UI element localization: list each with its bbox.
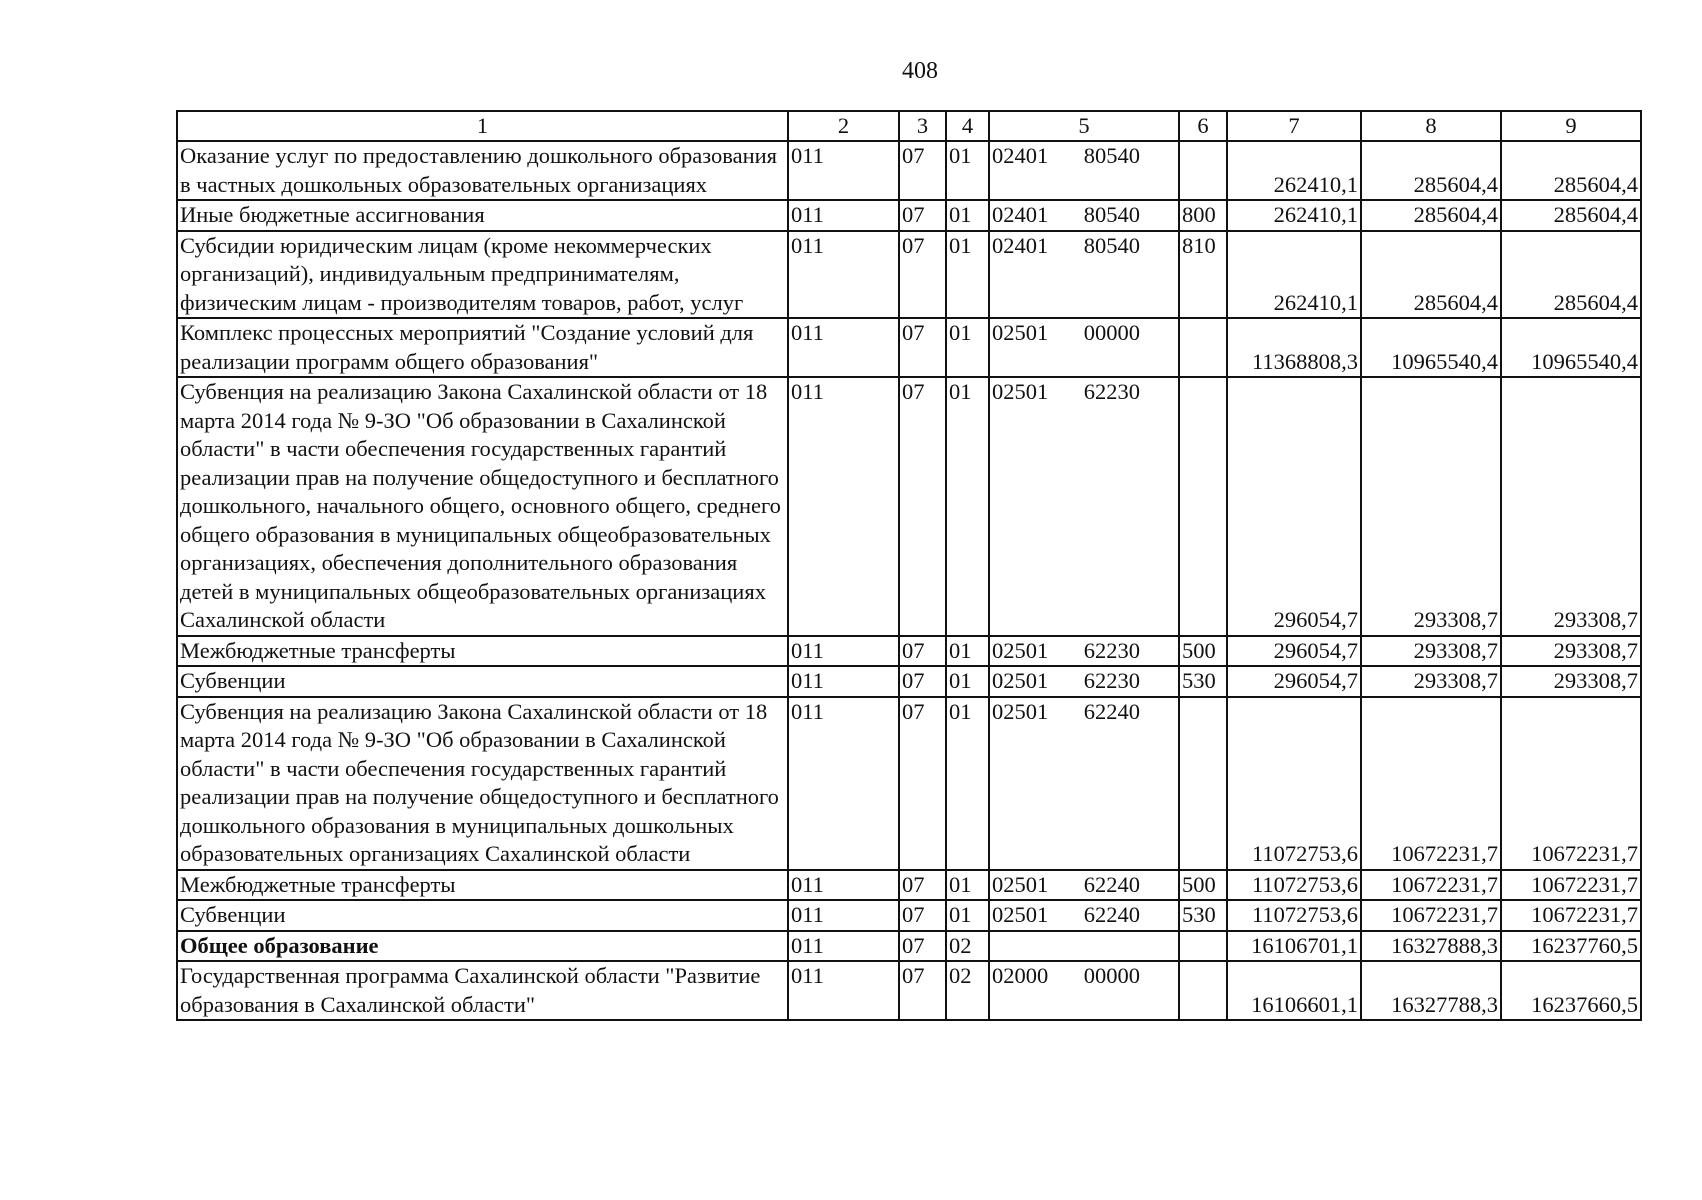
target-article-direction: 62240 bbox=[1083, 698, 1140, 724]
target-article-program: 02000 bbox=[992, 963, 1049, 988]
code-admin: 011 bbox=[788, 900, 899, 931]
code-section: 07 bbox=[899, 141, 946, 200]
amount-year-3: 10965540,4 bbox=[1501, 318, 1641, 377]
target-article-direction: 80540 bbox=[1083, 232, 1140, 258]
amount-year-3: 16237660,5 bbox=[1501, 961, 1641, 1020]
code-section: 07 bbox=[899, 961, 946, 1020]
target-article-program: 02401 bbox=[992, 232, 1049, 258]
amount-year-2: 16327788,3 bbox=[1361, 961, 1501, 1020]
code-expense-type: 530 bbox=[1179, 666, 1227, 697]
target-article-program: 02501 bbox=[992, 902, 1049, 927]
code-subsection: 01 bbox=[946, 900, 989, 931]
amount-year-2: 285604,4 bbox=[1361, 200, 1501, 231]
amount-year-3: 293308,7 bbox=[1501, 377, 1641, 636]
amount-year-1: 296054,7 bbox=[1227, 666, 1361, 697]
table-row bbox=[177, 200, 1641, 231]
code-section: 07 bbox=[899, 200, 946, 231]
code-target-article bbox=[989, 666, 1179, 697]
code-target-article bbox=[989, 697, 1179, 870]
amount-year-1: 11368808,3 bbox=[1227, 318, 1361, 377]
code-target-article bbox=[989, 636, 1179, 667]
amount-year-2: 285604,4 bbox=[1361, 141, 1501, 200]
code-admin: 011 bbox=[788, 666, 899, 697]
code-expense-type: 800 bbox=[1179, 200, 1227, 231]
target-article-program: 02401 bbox=[992, 143, 1049, 168]
code-target-article bbox=[989, 931, 1179, 962]
row-name: Межбюджетные трансферты bbox=[177, 870, 788, 901]
code-subsection: 01 bbox=[946, 666, 989, 697]
code-admin: 011 bbox=[788, 697, 899, 870]
code-expense-type bbox=[1179, 931, 1227, 962]
code-section: 07 bbox=[899, 931, 946, 962]
code-section: 07 bbox=[899, 377, 946, 636]
table-row bbox=[177, 900, 1641, 931]
table-row bbox=[177, 141, 1641, 200]
code-subsection: 01 bbox=[946, 318, 989, 377]
code-section: 07 bbox=[899, 900, 946, 931]
row-name: Субвенция на реализацию Закона Сахалинской области от 18 марта 2014 года № 9-ЗО "Об образовании в Сахалинской области" в части обеспечения государственных гарантий реализации прав на получение общедоступного и бесплатного дошкольного, начального общего, основного общего, среднего общего образования в муниципальных общеобразовательных организациях, обеспечения дополнительного образования детей в муниципальных общеобразовательных организациях Сахалинской области bbox=[177, 377, 788, 636]
amount-year-2: 285604,4 bbox=[1361, 231, 1501, 319]
amount-year-2: 10672231,7 bbox=[1361, 870, 1501, 901]
target-article-program: 02501 bbox=[992, 668, 1049, 693]
code-admin: 011 bbox=[788, 931, 899, 962]
target-article-program: 02501 bbox=[992, 698, 1049, 724]
amount-year-3: 16237760,5 bbox=[1501, 931, 1641, 962]
code-expense-type: 810 bbox=[1179, 231, 1227, 319]
amount-year-2: 293308,7 bbox=[1361, 666, 1501, 697]
code-subsection: 01 bbox=[946, 636, 989, 667]
column-header: 4 bbox=[946, 111, 989, 141]
code-section: 07 bbox=[899, 636, 946, 667]
code-section: 07 bbox=[899, 666, 946, 697]
column-header: 6 bbox=[1179, 111, 1227, 141]
amount-year-2: 293308,7 bbox=[1361, 377, 1501, 636]
row-name: Межбюджетные трансферты bbox=[177, 636, 788, 667]
column-header: 1 bbox=[177, 111, 788, 141]
target-article-direction: 62230 bbox=[1083, 668, 1140, 693]
target-article-program: 02501 bbox=[992, 637, 1049, 663]
code-expense-type bbox=[1179, 377, 1227, 636]
target-article-direction: 80540 bbox=[1083, 202, 1140, 227]
amount-year-2: 10965540,4 bbox=[1361, 318, 1501, 377]
column-header: 3 bbox=[899, 111, 946, 141]
target-article-direction: 80540 bbox=[1083, 143, 1140, 168]
code-section: 07 bbox=[899, 318, 946, 377]
amount-year-3: 285604,4 bbox=[1501, 200, 1641, 231]
code-subsection: 01 bbox=[946, 697, 989, 870]
code-target-article bbox=[989, 900, 1179, 931]
amount-year-1: 262410,1 bbox=[1227, 141, 1361, 200]
target-article-program: 02501 bbox=[992, 320, 1049, 345]
row-name: Субвенции bbox=[177, 900, 788, 931]
code-subsection: 01 bbox=[946, 870, 989, 901]
amount-year-3: 10672231,7 bbox=[1501, 870, 1641, 901]
code-expense-type bbox=[1179, 961, 1227, 1020]
target-article-program: 02501 bbox=[992, 379, 1049, 404]
amount-year-3: 10672231,7 bbox=[1501, 697, 1641, 870]
column-header: 5 bbox=[989, 111, 1179, 141]
amount-year-3: 293308,7 bbox=[1501, 636, 1641, 667]
column-header: 9 bbox=[1501, 111, 1641, 141]
table-row bbox=[177, 318, 1641, 377]
row-name: Государственная программа Сахалинской области "Развитие образования в Сахалинской области" bbox=[177, 961, 788, 1020]
code-expense-type: 500 bbox=[1179, 636, 1227, 667]
table-row bbox=[177, 697, 1641, 870]
target-article-direction: 62240 bbox=[1083, 902, 1140, 927]
amount-year-1: 16106701,1 bbox=[1227, 931, 1361, 962]
amount-year-1: 262410,1 bbox=[1227, 200, 1361, 231]
code-target-article bbox=[989, 231, 1179, 319]
target-article-direction: 00000 bbox=[1083, 963, 1140, 988]
table-row bbox=[177, 231, 1641, 319]
amount-year-1: 11072753,6 bbox=[1227, 870, 1361, 901]
table-header-row bbox=[177, 111, 1641, 141]
page-number: 408 bbox=[902, 58, 938, 84]
amount-year-2: 293308,7 bbox=[1361, 636, 1501, 667]
code-expense-type bbox=[1179, 318, 1227, 377]
table-row bbox=[177, 666, 1641, 697]
code-admin: 011 bbox=[788, 200, 899, 231]
code-expense-type bbox=[1179, 697, 1227, 870]
code-target-article bbox=[989, 870, 1179, 901]
code-admin: 011 bbox=[788, 636, 899, 667]
table-row bbox=[177, 377, 1641, 636]
row-name: Иные бюджетные ассигнования bbox=[177, 200, 788, 231]
target-article-direction: 62240 bbox=[1083, 871, 1140, 897]
code-target-article bbox=[989, 377, 1179, 636]
code-expense-type: 530 bbox=[1179, 900, 1227, 931]
code-admin: 011 bbox=[788, 377, 899, 636]
target-article-program: 02501 bbox=[992, 871, 1049, 897]
code-subsection: 01 bbox=[946, 200, 989, 231]
amount-year-1: 11072753,6 bbox=[1227, 900, 1361, 931]
amount-year-2: 10672231,7 bbox=[1361, 697, 1501, 870]
code-expense-type bbox=[1179, 141, 1227, 200]
code-admin: 011 bbox=[788, 231, 899, 319]
row-name: Субсидии юридическим лицам (кроме некоммерческих организаций), индивидуальным предпринимателям, физическим лицам - производителям товаров, работ, услуг bbox=[177, 231, 788, 319]
code-expense-type: 500 bbox=[1179, 870, 1227, 901]
amount-year-3: 10672231,7 bbox=[1501, 900, 1641, 931]
target-article-direction: 62230 bbox=[1083, 637, 1140, 663]
code-section: 07 bbox=[899, 870, 946, 901]
amount-year-1: 296054,7 bbox=[1227, 377, 1361, 636]
amount-year-3: 293308,7 bbox=[1501, 666, 1641, 697]
row-name: Оказание услуг по предоставлению дошкольного образования в частных дошкольных образовательных организациях bbox=[177, 141, 788, 200]
code-target-article bbox=[989, 961, 1179, 1020]
code-subsection: 01 bbox=[946, 141, 989, 200]
amount-year-2: 16327888,3 bbox=[1361, 931, 1501, 962]
column-header: 8 bbox=[1361, 111, 1501, 141]
amount-year-1: 11072753,6 bbox=[1227, 697, 1361, 870]
amount-year-3: 285604,4 bbox=[1501, 141, 1641, 200]
column-header: 2 bbox=[788, 111, 899, 141]
code-admin: 011 bbox=[788, 961, 899, 1020]
amount-year-2: 10672231,7 bbox=[1361, 900, 1501, 931]
code-subsection: 02 bbox=[946, 961, 989, 1020]
row-name: Комплекс процессных мероприятий "Создание условий для реализации программ общего образования" bbox=[177, 318, 788, 377]
target-article-program: 02401 bbox=[992, 202, 1049, 227]
row-name: Субвенция на реализацию Закона Сахалинской области от 18 марта 2014 года № 9-ЗО "Об образовании в Сахалинской области" в части обеспечения государственных гарантий реализации прав на получение общедоступного и бесплатного дошкольного образования в муниципальных дошкольных образовательных организациях Сахалинской области bbox=[177, 697, 788, 870]
code-admin: 011 bbox=[788, 870, 899, 901]
code-subsection: 01 bbox=[946, 231, 989, 319]
table-row bbox=[177, 636, 1641, 667]
amount-year-1: 16106601,1 bbox=[1227, 961, 1361, 1020]
code-target-article bbox=[989, 200, 1179, 231]
table-row bbox=[177, 961, 1641, 1020]
amount-year-3: 285604,4 bbox=[1501, 231, 1641, 319]
row-name: Общее образование bbox=[177, 931, 788, 962]
code-target-article bbox=[989, 141, 1179, 200]
row-name: Субвенции bbox=[177, 666, 788, 697]
table-row bbox=[177, 931, 1641, 962]
code-admin: 011 bbox=[788, 141, 899, 200]
code-subsection: 01 bbox=[946, 377, 989, 636]
amount-year-1: 262410,1 bbox=[1227, 231, 1361, 319]
code-admin: 011 bbox=[788, 318, 899, 377]
target-article-direction: 62230 bbox=[1083, 379, 1140, 404]
amount-year-1: 296054,7 bbox=[1227, 636, 1361, 667]
code-subsection: 02 bbox=[946, 931, 989, 962]
table-row bbox=[177, 870, 1641, 901]
code-section: 07 bbox=[899, 231, 946, 319]
code-section: 07 bbox=[899, 697, 946, 870]
code-target-article bbox=[989, 318, 1179, 377]
target-article-direction: 00000 bbox=[1083, 320, 1140, 345]
budget-table bbox=[176, 110, 1642, 1021]
column-header: 7 bbox=[1227, 111, 1361, 141]
